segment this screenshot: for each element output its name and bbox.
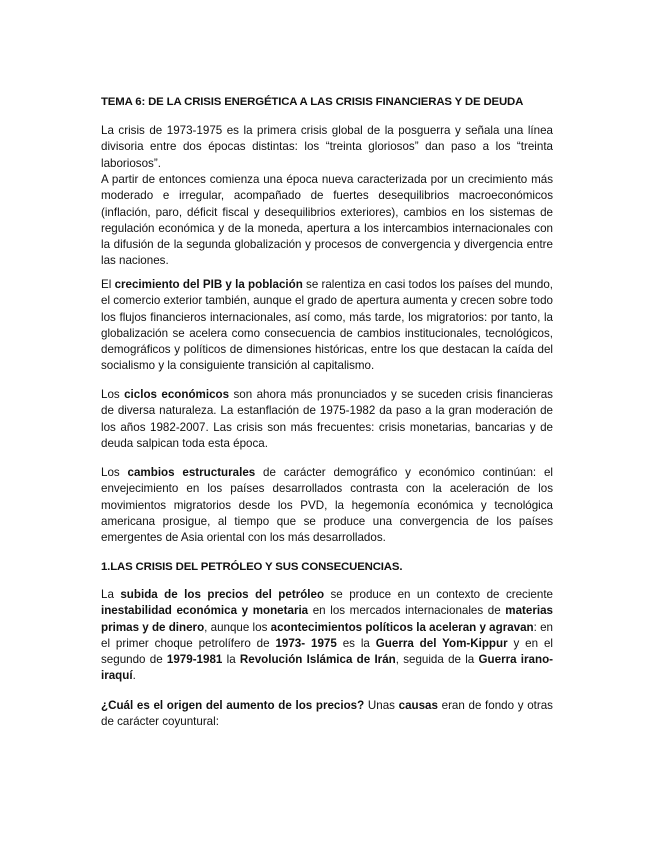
bold-term: cambios estructurales [127, 466, 256, 479]
bold-term: inestabilidad económica y monetaria [101, 604, 309, 618]
intro-paragraph-1: La crisis de 1973-1975 es la primera crisis global de la posguerra y señala una línea divisoria entre dos épocas distintas: los “treinta gloriosos” dan paso a los “treinta laboriosos”. [101, 124, 553, 170]
text-run: Los [101, 388, 125, 401]
bold-term: Revolución Islámica de Irán [239, 653, 396, 667]
bold-term: acontecimientos políticos la aceleran y agravan [270, 620, 534, 634]
text-run: se ralentiza en casi todos los países del mundo, el comercio exterior también, aunque el grado de apertura aumenta y crecen sobre todo los flujos financieros internacionales, así como, más tarde, los migratorios: por tanto, la globalización se acelera como consecuencia de cambios institucionales, tecnológicos, demográficos y políticos de dimensiones históricas, entre los que destacan la caída del socialismo y la consiguiente transición al capitalismo. [101, 278, 553, 373]
bold-term: ciclos económicos [124, 388, 230, 401]
text-run: , seguida de la [395, 653, 479, 667]
text-run: es la [336, 636, 376, 650]
bold-term: 1973- 1975 [275, 636, 337, 650]
structural-paragraph [101, 465, 553, 546]
oil-prices-paragraph [101, 587, 553, 685]
text-run: Unas [364, 699, 399, 712]
text-run: la [222, 653, 240, 667]
text-run: La [101, 588, 121, 601]
text-run: eran de fondo y otras de carácter coyuntural: [101, 699, 553, 729]
bold-question: ¿Cuál es el origen del aumento de los precios? [101, 699, 365, 712]
text-run: El [101, 278, 115, 291]
bold-term: crecimiento del PIB y la población [114, 278, 303, 291]
text-run: . [132, 669, 136, 683]
bold-term: 1979-1981 [166, 653, 223, 667]
document-title: TEMA 6: DE LA CRISIS ENERGÉTICA A LAS CRISIS FINANCIERAS Y DE DEUDA [101, 96, 524, 108]
bold-term: causas [398, 699, 438, 712]
text-run: : en el primer choque petrolífero de [101, 620, 553, 650]
bold-term: Guerra del Yom-Kippur [375, 636, 508, 650]
question-paragraph [101, 698, 553, 731]
text-run: , aunque los [204, 620, 271, 634]
section-heading: 1.LAS CRISIS DEL PETRÓLEO Y SUS CONSECUENCIAS. [101, 561, 403, 573]
text-run: de carácter demográfico y económico continúan: el envejecimiento en los países desarrollados contrasta con la aceleración de los movimientos migratorios desde los PVD, la hegemonía económica y tecnológica americana prosigue, al tiempo que se produce una convergencia de los países emergentes de Asia oriental con los más desarrollados. [101, 466, 553, 545]
bold-term: materias primas y de dinero [101, 604, 553, 634]
text-run: y en el segundo de [101, 636, 553, 667]
bold-term: subida de los precios del petróleo [120, 588, 325, 601]
bold-term: Guerra irano-iraquí [101, 653, 554, 683]
cycles-paragraph [101, 387, 553, 452]
text-run: en los mercados internacionales de [308, 604, 506, 618]
text-run: son ahora más pronunciados y se suceden crisis financieras de diversa naturaleza. La estanflación de 1975-1982 da paso a la gran moderación de los años 1982-2007. Las crisis son más frecuentes: crisis monetarias, bancarias y de deuda salpican toda esta época. [101, 388, 553, 450]
text-run: Los [101, 466, 128, 479]
intro-paragraph-2: A partir de entonces comienza una época nueva caracterizada por un crecimiento más moderado e irregular, acompañado de fuertes desequilibrios macroeconómicos (inflación, paro, déficit fiscal y desequilibrios exteriores), cambios en los sistemas de regulación económica y de la moneda, apertura a los intercambios internacionales con la difusión de la segunda globalización y procesos de convergencia y divergencia entre las naciones. [101, 173, 553, 268]
text-run: se produce en un contexto de creciente [324, 588, 553, 601]
growth-paragraph [101, 277, 553, 375]
